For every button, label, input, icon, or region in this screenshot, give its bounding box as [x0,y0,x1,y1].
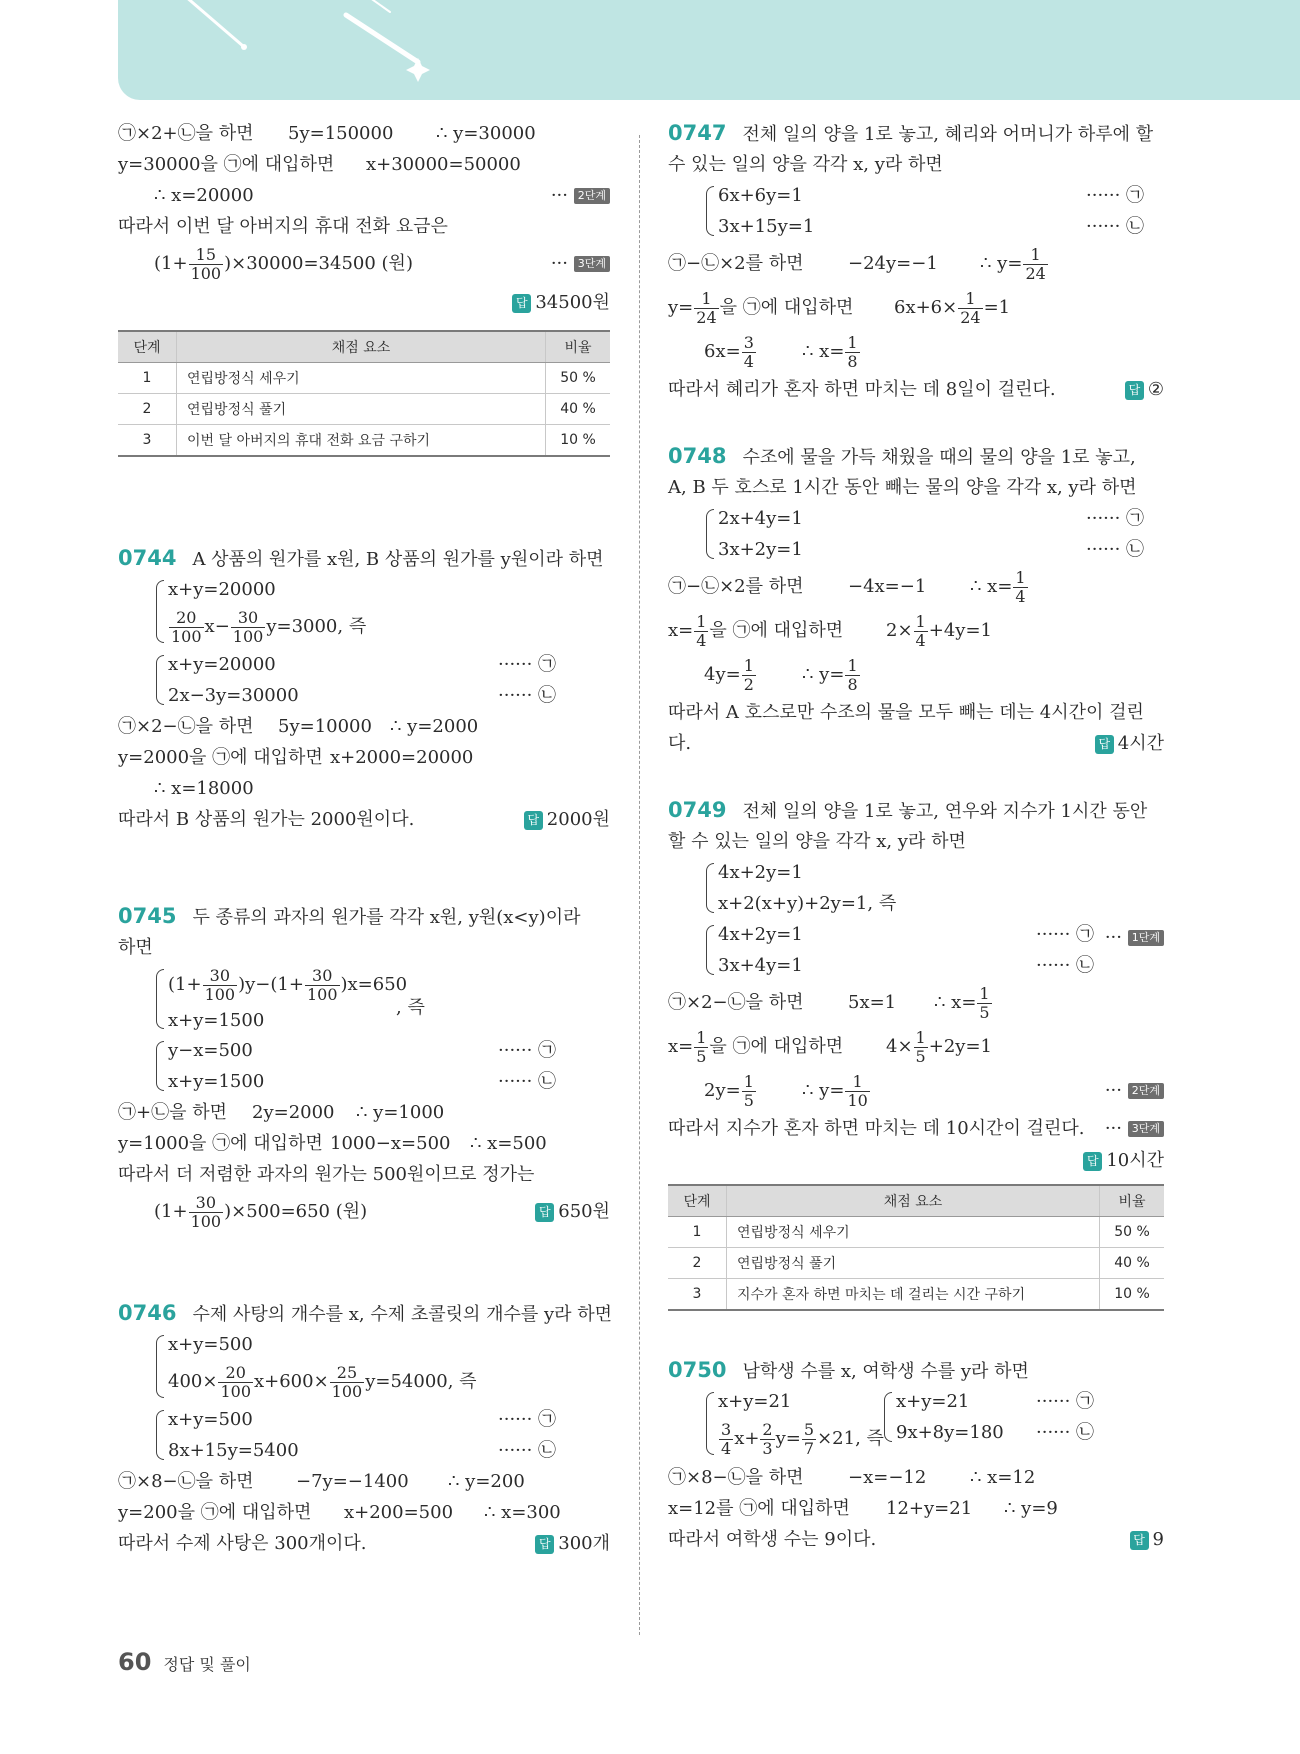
problem-number: 0744 [118,546,177,570]
table-row: 1 연립방정식 세우기 50 % [118,363,610,394]
problem-0749-intro-2: 할 수 있는 일의 양을 각각 x, y라 하면 [668,831,966,852]
problem-0748-line-3: 4y= $\frac{1}{2}$ ∴ y= $\frac{1}{8}$ [704,655,858,694]
problem-0747-line-2: y= $\frac{1}{24}$ 을 ㉠에 대입하면 6x+6× $\frac{1}{24}$ =1 [668,288,1011,327]
answer-badge: 답 [1083,1152,1102,1171]
problem-0749-line-4: 따라서 지수가 혼자 하면 마치는 데 10시간이 걸린다. ··· 3단계 [668,1113,1164,1144]
problem-0749-intro: 0749 전체 일의 양을 1로 놓고, 연우와 지수가 1시간 동안 [668,798,1148,822]
page-number: 60 [118,1648,152,1676]
problem-number: 0747 [668,121,727,145]
problem-0748-line-2: x= $\frac{1}{4}$ 을 ㉠에 대입하면 2× $\frac{1}{4}$ +4y=1 [668,611,992,650]
problem-0745-system-1: (1+ $\frac{30}{100}$ )y−(1+ $\frac{30}{100}$ )x=650 x+y=1500 , 즉 [118,963,610,1035]
answer-badge: 답 [535,1535,554,1554]
step-badge: 2단계 [574,188,610,204]
answer-badge: 답 [1130,1531,1149,1550]
problem-0749-scoring-table: 단계 채점 요소 비율 1 연립방정식 세우기 50 % 2 연립방정식 풀기 40 % 3 지수가 혼자 하면 마치는 데 걸리는 시간 구하기 10 % [668,1184,1164,1311]
problem-0745-line-3: 따라서 더 저렴한 과자의 원가는 500원이므로 정가는 [118,1164,535,1185]
step-badge: 1단계 [1128,930,1164,946]
problem-0744-system-1: x+y=20000 $\frac{20}{100}$ x− $\frac{30}{100}$ y=3000, 즉 [118,574,610,649]
problem-0749-answer: 답 10시간 [668,1144,1164,1178]
problem-0744-system-2: x+y=20000 ······ ㉠ 2x−3y=30000 ······ ㉡ [118,649,610,711]
left-column [118,118,613,1559]
problem-number: 0749 [668,798,727,822]
problem-0749-system-2: 4x+2y=1 ······ ㉠ 3x+4y=1 ······ ㉡ ··· 1단계 [668,919,1164,981]
problem-0745-system-2: y−x=500 ······ ㉠ x+y=1500 ······ ㉡ [118,1035,610,1097]
problem-0744-line-3: ∴ x=18000 [154,778,254,799]
problem-0748-line-1: ㉠−㉡×2를 하면 −4x=−1 ∴ x= $\frac{1}{4}$ [668,567,1026,606]
problem-0747-system: 6x+6y=1 ······ ㉠ 3x+15y=1 ······ ㉡ [668,180,1164,242]
problem-0748-system: 2x+4y=1 ······ ㉠ 3x+2y=1 ······ ㉡ [668,503,1164,565]
problem-0745-intro: 0745 두 종류의 과자의 원가를 각각 x원, y원(x<y)이라 [118,904,581,928]
problem-0747-line-4: 따라서 혜리가 혼자 하면 마치는 데 8일이 걸린다. 답 ② [668,379,1164,400]
problem-0749-line-3: 2y= $\frac{1}{5}$ ∴ y= $\frac{1}{10}$ ··· 2단계 [668,1069,1164,1113]
problem-0746-line-3: 따라서 수제 사탕은 300개이다. 답 300개 [118,1533,610,1554]
problem-number: 0750 [668,1358,727,1382]
problem-0746-system-1: x+y=500 400× $\frac{20}{100}$ x+600× $\frac{25}{100}$ y=54000, 즉 [118,1329,610,1404]
problem-0746-system-2: x+y=500 ······ ㉠ 8x+15y=5400 ······ ㉡ [118,1404,610,1466]
column-divider [639,135,640,1635]
page-footer [118,1648,251,1676]
prev-line-3: ∴ x=20000 ··· 2단계 [118,180,610,211]
problem-0747-line-3: 6x= $\frac{3}{4}$ ∴ x= $\frac{1}{8}$ [704,332,858,371]
table-row: 3 지수가 혼자 하면 마치는 데 걸리는 시간 구하기 10 % [668,1279,1164,1311]
problem-0744-line-2: y=2000을 ㉠에 대입하면 x+2000=20000 [118,747,474,768]
problem-0750-system: x+y=21 $\frac{3}{4}$ x+ $\frac{2}{3}$ y= $\frac{5}{7}$ ×21, 즉 x+y=21 ······ ㉠ 9x+8y=180 ······ ㉡ [668,1386,1164,1462]
header-band [118,0,1300,100]
answer-badge: 답 [512,294,531,313]
problem-0745-line-4: (1+ $\frac{30}{100}$ )×500=650 (원) 답 650원 [154,1192,610,1231]
problem-0748-line-5: 다. 답 4시간 [668,733,1164,754]
table-row: 2 연립방정식 풀기 40 % [668,1248,1164,1279]
shooting-star-decoration [118,0,1300,100]
problem-0749-line-2: x= $\frac{1}{5}$ 을 ㉠에 대입하면 4× $\frac{1}{5}$ +2y=1 [668,1027,992,1066]
step-badge: 3단계 [574,256,610,272]
problem-number: 0748 [668,444,727,468]
prev-line-4: 따라서 이번 달 아버지의 휴대 전화 요금은 [118,216,448,237]
problem-0747-intro-2: 수 있는 일의 양을 각각 x, y라 하면 [668,154,943,175]
problem-0749-line-1: ㉠×2−㉡을 하면 5x=1 ∴ x= $\frac{1}{5}$ [668,983,990,1022]
problem-0745-line-2: y=1000을 ㉠에 대입하면 1000−x=500 ∴ x=500 [118,1133,547,1154]
problem-0746-line-2: y=200을 ㉠에 대입하면 x+200=500 ∴ x=300 [118,1502,561,1523]
problem-0747-line-1: ㉠−㉡×2를 하면 −24y=−1 ∴ y= $\frac{1}{24}$ [668,244,1046,283]
problem-0746-line-1: ㉠×8−㉡을 하면 −7y=−1400 ∴ y=200 [118,1471,525,1492]
problem-0744-intro: 0744 A 상품의 원가를 x원, B 상품의 원가를 y원이라 하면 [118,546,604,570]
step-badge: 3단계 [1128,1121,1164,1137]
right-column [668,118,1164,1555]
problem-0745-intro-2: 하면 [118,937,153,958]
problem-0747-intro: 0747 전체 일의 양을 1로 놓고, 혜리와 어머니가 하루에 할 [668,121,1154,145]
problem-0745-line-1: ㉠+㉡을 하면 2y=2000 ∴ y=1000 [118,1102,445,1123]
problem-0750-line-3: 따라서 여학생 수는 9이다. 답 9 [668,1529,1164,1550]
prev-scoring-table: 단계 채점 요소 비율 1 연립방정식 세우기 50 % 2 연립방정식 풀기 40 % 3 이번 달 아버지의 휴대 전화 요금 구하기 10 % [118,330,610,457]
problem-0744-line-4: 따라서 B 상품의 원가는 2000원이다. 답 2000원 [118,809,610,830]
problem-0748-intro-2: A, B 두 호스로 1시간 동안 빼는 물의 양을 각각 x, y라 하면 [668,477,1137,498]
problem-0748-intro: 0748 수조에 물을 가득 채웠을 때의 물의 양을 1로 놓고, [668,444,1136,468]
answer-badge: 답 [535,1203,554,1222]
prev-line-2: y=30000을 ㉠에 대입하면 x+30000=50000 [118,154,521,175]
problem-0744-line-1: ㉠×2−㉡을 하면 5y=10000 ∴ y=2000 [118,716,479,737]
answer-badge: 답 [524,811,543,830]
answer-badge: 답 [1095,735,1114,754]
problem-0750-intro: 0750 남학생 수를 x, 여학생 수를 y라 하면 [668,1358,1029,1382]
answer-badge: 답 [1125,381,1144,400]
problem-0746-intro: 0746 수제 사탕의 개수를 x, 수제 초콜릿의 개수를 y라 하면 [118,1301,613,1325]
table-row: 2 연립방정식 풀기 40 % [118,394,610,425]
table-row: 3 이번 달 아버지의 휴대 전화 요금 구하기 10 % [118,425,610,457]
prev-line-1: ㉠×2+㉡을 하면 5y=150000 ∴ y=30000 [118,123,536,144]
problem-number: 0745 [118,904,177,928]
problem-0750-line-1: ㉠×8−㉡을 하면 −x=−12 ∴ x=12 [668,1467,1036,1488]
table-row: 1 연립방정식 세우기 50 % [668,1217,1164,1248]
prev-line-5: (1+ $\frac{15}{100}$ )×30000=34500 (원) ··· 3단계 [118,242,610,286]
problem-number: 0746 [118,1301,177,1325]
footer-label: 정답 및 풀이 [163,1655,251,1674]
problem-0748-line-4: 따라서 A 호스로만 수조의 물을 모두 빼는 데는 4시간이 걸린 [668,702,1144,723]
problem-0749-system-1: 4x+2y=1 x+2(x+y)+2y=1, 즉 [668,857,1164,919]
step-badge: 2단계 [1128,1083,1164,1099]
prev-answer: 답 34500원 [118,286,610,320]
problem-0750-line-2: x=12를 ㉠에 대입하면 12+y=21 ∴ y=9 [668,1498,1058,1519]
